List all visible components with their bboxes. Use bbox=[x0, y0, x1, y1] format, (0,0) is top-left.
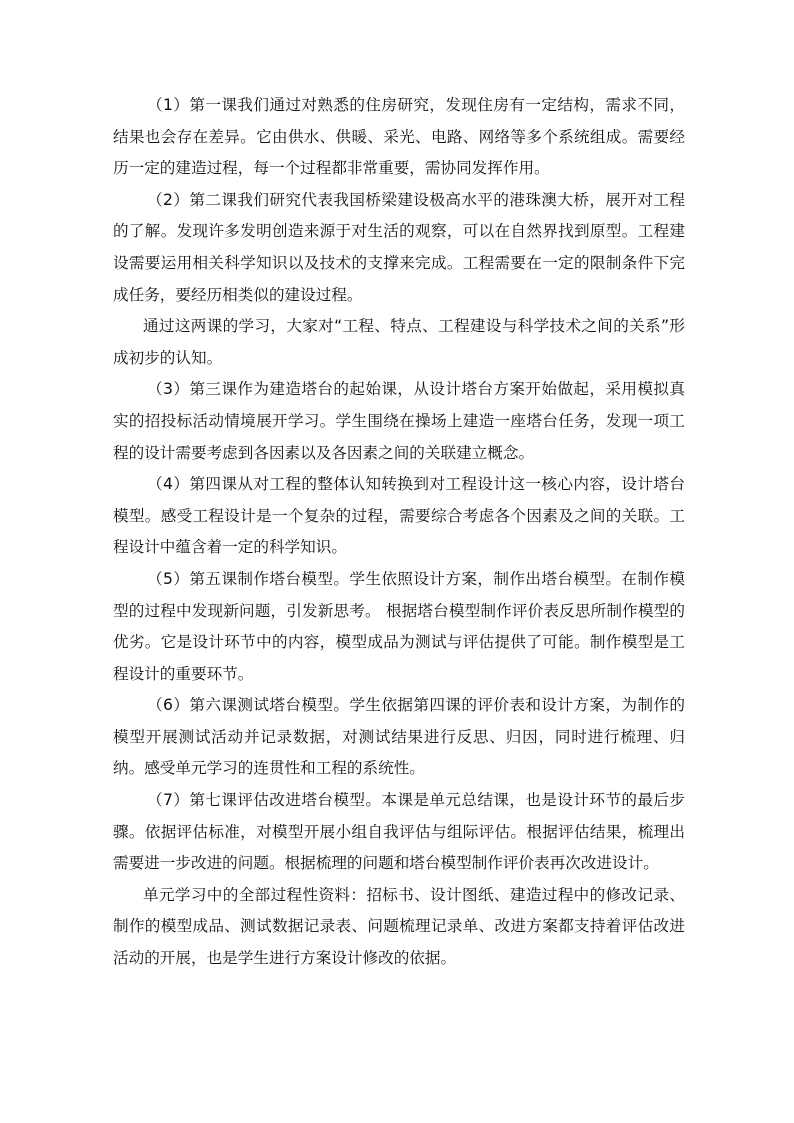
document-body bbox=[113, 90, 685, 975]
paragraph-lesson-6: （6）第六课测试塔台模型。学生依据第四课的评价表和设计方案，为制作的模型开展测试活动并记录数据，对测试结果进行反思、归因，同时进行梳理、归纳。感受单元学习的连贯性和工程的系统性。 bbox=[113, 696, 685, 778]
paragraph-summary-1: 通过这两课的学习，大家对“工程、特点、工程建设与科学技术之间的关系”形成初步的认知。 bbox=[113, 317, 685, 367]
paragraph-lesson-1: （1）第一课我们通过对熟悉的住房研究，发现住房有一定结构，需求不同，结果也会存在差异。它由供水、供暖、采光、电路、网络等多个系统组成。需要经历一定的建造过程，每一个过程都非常重要，需协同发挥作用。 bbox=[113, 96, 685, 178]
paragraph-lesson-2: （2）第二课我们研究代表我国桥梁建设极高水平的港珠澳大桥，展开对工程的了解。发现许多发明创造来源于对生活的观察，可以在自然界找到原型。工程建设需要运用相关科学知识以及技术的支撑来完成。工程需要在一定的限制条件下完成任务，要经历相类似的建设过程。 bbox=[113, 190, 685, 304]
paragraph-summary-2: 单元学习中的全部过程性资料：招标书、设计图纸、建造过程中的修改记录、制作的模型成品、测试数据记录表、问题梳理记录单、改进方案都支持着评估改进活动的开展，也是学生进行方案设计修改的依据。 bbox=[113, 885, 685, 968]
paragraph-lesson-7: （7）第七课评估改进塔台模型。本课是单元总结课，也是设计环节的最后步骤。依据评估标准，对模型开展小组自我评估与组际评估。根据评估结果，梳理出需要进一步改进的问题。根据梳理的问题和塔台模型制作评价表再次改进设计。 bbox=[113, 791, 685, 873]
paragraph-lesson-4: （4）第四课从对工程的整体认知转换到对工程设计这一核心内容，设计塔台模型。感受工程设计是一个复杂的过程，需要综合考虑各个因素及之间的关联。工程设计中蕴含着一定的科学知识。 bbox=[113, 475, 685, 557]
paragraph-lesson-5: （5）第五课制作塔台模型。学生依照设计方案，制作出塔台模型。在制作模型的过程中发现新问题，引发新思考。 根据塔台模型制作评价表反思所制作模型的优劣。它是设计环节中的内容，模型成品为测试与评估提供了可能。制作模型是工程设计的重要环节。 bbox=[113, 569, 685, 683]
paragraph-lesson-3: （3）第三课作为建造塔台的起始课，从设计塔台方案开始做起，采用模拟真实的招投标活动情境展开学习。学生围绕在操场上建造一座塔台任务，发现一项工程的设计需要考虑到各因素以及各因素之间的关联建立概念。 bbox=[113, 380, 685, 462]
